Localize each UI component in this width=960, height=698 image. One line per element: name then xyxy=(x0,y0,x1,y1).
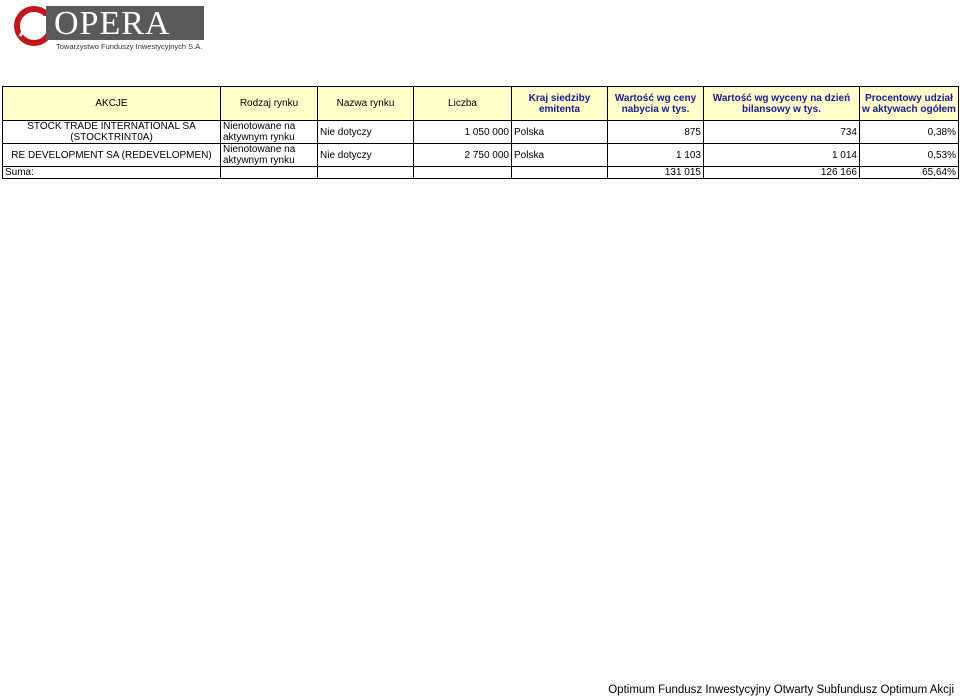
summary-empty-cell xyxy=(221,167,318,179)
header-kraj: Kraj siedziby emitenta xyxy=(512,87,608,121)
opera-logo xyxy=(12,4,204,50)
header-rodzaj-rynku: Rodzaj rynku xyxy=(221,87,318,121)
header-akcje: AKCJE xyxy=(3,87,221,121)
row-nazwa-rynku: Nie dotyczy xyxy=(318,144,414,167)
row-name: STOCK TRADE INTERNATIONAL SA (STOCKTRINT0A) xyxy=(3,121,221,144)
row-wycena: 734 xyxy=(704,121,860,144)
row-udzial: 0,38% xyxy=(860,121,959,144)
header-procentowy-udzial: Procentowy udział w aktywach ogółem xyxy=(860,87,959,121)
row-nazwa-rynku: Nie dotyczy xyxy=(318,121,414,144)
row-liczba: 2 750 000 xyxy=(414,144,512,167)
summary-wycena: 126 166 xyxy=(704,167,860,179)
header-wartosc-nabycia: Wartość wg ceny nabycia w tys. xyxy=(608,87,704,121)
holdings-table xyxy=(2,86,959,179)
table-header-row xyxy=(3,87,959,121)
row-nabycie: 1 103 xyxy=(608,144,704,167)
row-kraj: Polska xyxy=(512,121,608,144)
logo-tagline: Towarzystwo Funduszy Inwestycyjnych S.A. xyxy=(56,42,203,51)
summary-nabycie: 131 015 xyxy=(608,167,704,179)
row-kraj: Polska xyxy=(512,144,608,167)
logo-wordmark: OPERA xyxy=(46,6,204,40)
header-nazwa-rynku: Nazwa rynku xyxy=(318,87,414,121)
row-udzial: 0,53% xyxy=(860,144,959,167)
summary-row xyxy=(3,167,959,179)
row-rodzaj: Nienotowane na aktywnym rynku xyxy=(221,144,318,167)
summary-udzial: 65,64% xyxy=(860,167,959,179)
table-row xyxy=(3,144,959,167)
summary-empty-cell xyxy=(414,167,512,179)
summary-empty-cell xyxy=(512,167,608,179)
table-row xyxy=(3,121,959,144)
summary-empty-cell xyxy=(318,167,414,179)
row-liczba: 1 050 000 xyxy=(414,121,512,144)
page-footer: Optimum Fundusz Inwestycyjny Otwarty Subfundusz Optimum Akcji xyxy=(608,684,954,696)
row-wycena: 1 014 xyxy=(704,144,860,167)
header-liczba: Liczba xyxy=(414,87,512,121)
row-nabycie: 875 xyxy=(608,121,704,144)
row-name: RE DEVELOPMENT SA (REDEVELOPMEN) xyxy=(3,144,221,167)
row-rodzaj: Nienotowane na aktywnym rynku xyxy=(221,121,318,144)
header-wartosc-wyceny: Wartość wg wyceny na dzień bilansowy w tys. xyxy=(704,87,860,121)
summary-label: Suma: xyxy=(3,167,221,179)
